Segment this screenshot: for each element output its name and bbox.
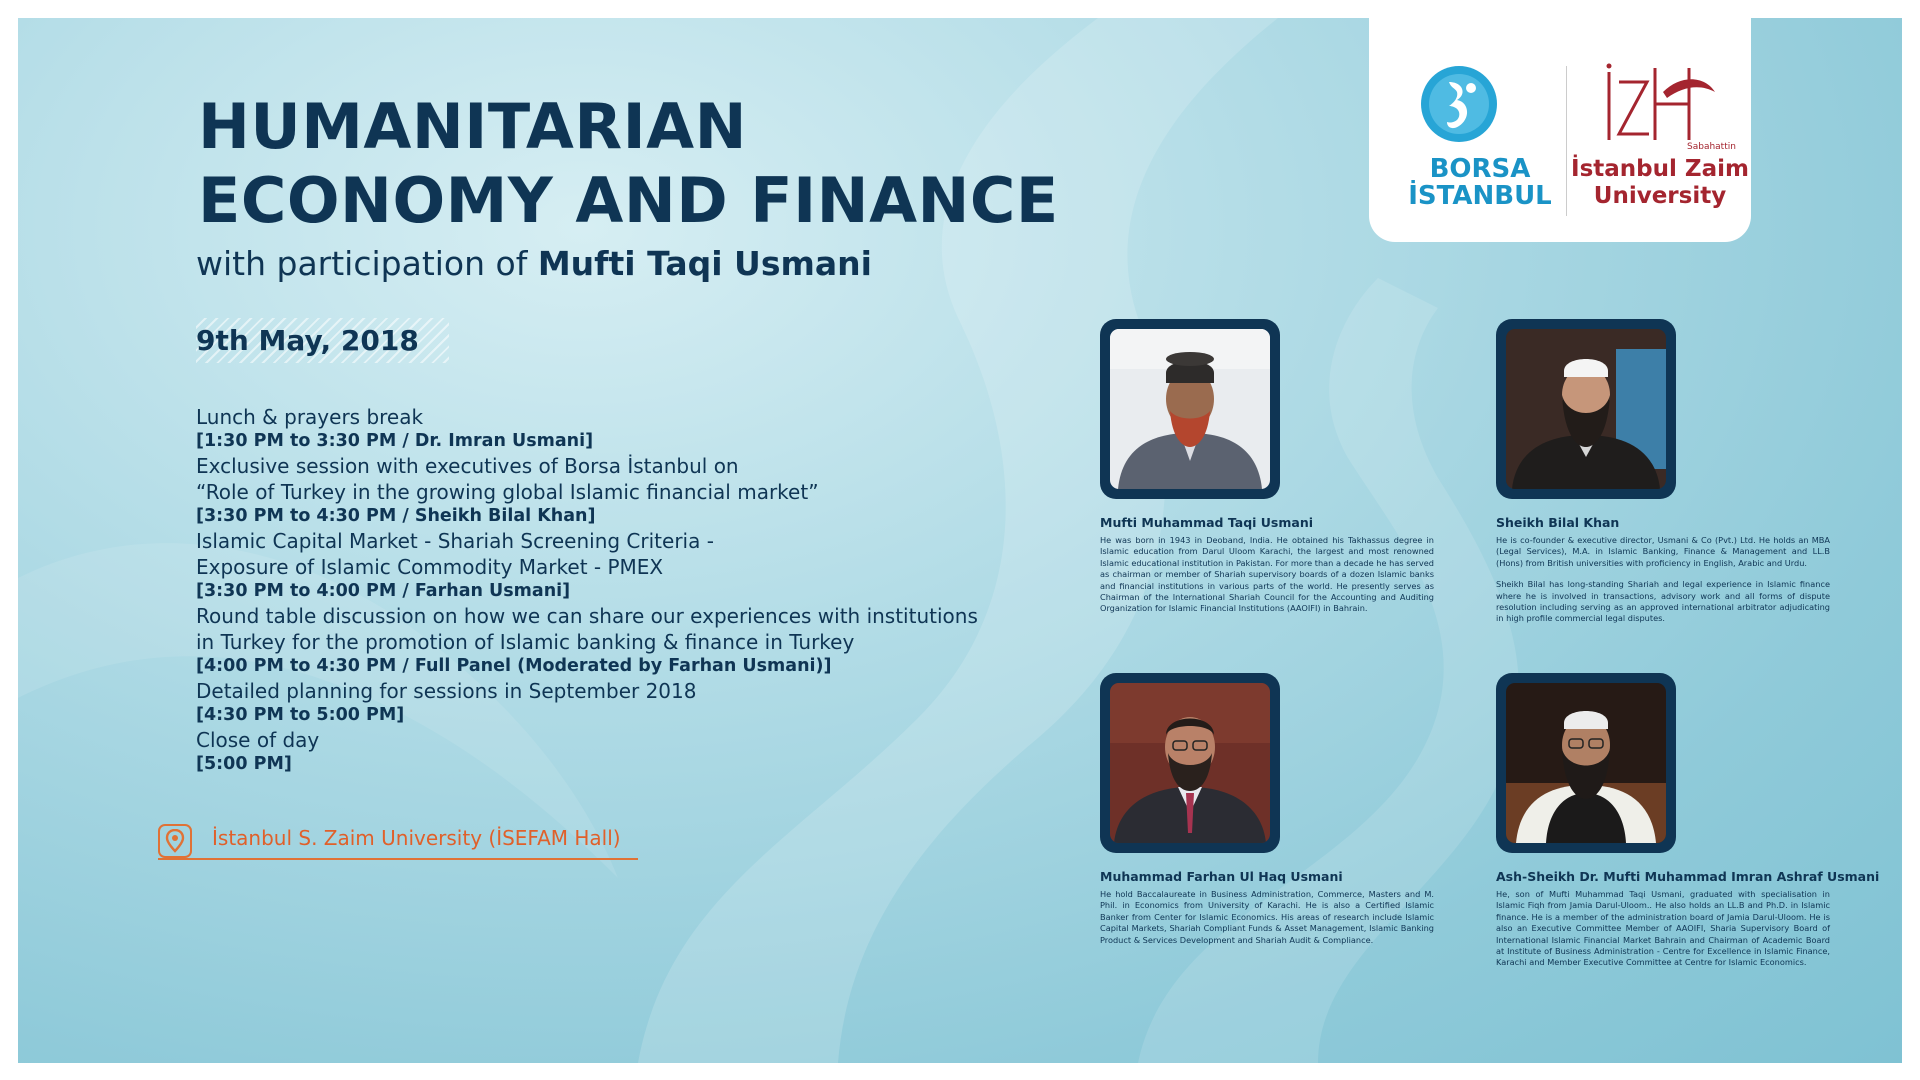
subtitle-prefix: with participation of <box>196 244 528 283</box>
speaker-name: Sheikh Bilal Khan <box>1496 515 1620 530</box>
speaker-bio <box>1496 535 1830 635</box>
izu-tagline: Sabahattin <box>1687 142 1736 152</box>
speaker-photo-frame <box>1100 319 1280 499</box>
borsa-line-1: BORSA <box>1429 154 1531 184</box>
agenda-item: Round table discussion on how we can share our experiences with institutions <box>196 604 978 628</box>
speaker-bio <box>1100 535 1434 625</box>
poster <box>18 18 1902 1063</box>
agenda-item: Exclusive session with executives of Borsa İstanbul on <box>196 454 739 478</box>
agenda-item: Islamic Capital Market - Shariah Screening Criteria - <box>196 529 714 553</box>
event-subtitle <box>196 244 872 283</box>
agenda-item: “Role of Turkey in the growing global Islamic financial market” <box>196 480 819 504</box>
izu-line-1: İstanbul Zaim <box>1571 156 1749 182</box>
speaker-bio-paragraph: He, son of Mufti Muhammad Taqi Usmani, graduated with specialisation in Islamic Fiqh from Jamia Darul-Uloom.. He also holds an LL.B and Ph.D. in Islamic finance. He is a member of the administration board of Jamia Darul-Uloom. He is also an Executive Committee Member of AAOIFI, Sharia Supervisory Board of International Islamic Financial Market Bahrain and Chairman of Academic Board at Institute of Business Administration - Centre for Excellence in Islamic Finance, Karachi and Member Executive Committee at Centre for Islamic Economics. <box>1496 889 1830 968</box>
speaker-photo-frame <box>1496 319 1676 499</box>
speaker-bio-paragraph: He was born in 1943 in Deoband, India. He obtained his Takhassus degree in Islamic education from Darul Uloom Karachi, the largest and most renowned Islamic educational institution in Pakistan. For more than a decade he has served as chairman or member of Shariah supervisory boards of a dozen Islamic banks and financial institutions in various parts of the world. He presently serves as Chairman of the International Shariah Council for the Accounting and Auditing Organization for Islamic Financial Institutions (AAOIFI) in Bahrain. <box>1100 535 1434 614</box>
location-text: İstanbul S. Zaim University (İSEFAM Hall) <box>212 826 621 850</box>
location <box>158 824 638 860</box>
agenda-time-slot: [1:30 PM to 3:30 PM / Dr. Imran Usmani] <box>196 431 594 451</box>
title-line-1: HUMANITARIAN <box>198 90 748 163</box>
agenda-item: Exposure of Islamic Commodity Market - PMEX <box>196 555 664 579</box>
borsa-line-2: İSTANBUL <box>1408 181 1552 211</box>
speaker-bio-paragraph: Sheikh Bilal has long-standing Shariah and legal experience in Islamic finance where he is involved in transactions, advisory work and all forms of dispute resolution including serving as an approved international arbitrator adjudicating in high profile commercial legal disputes. <box>1496 579 1830 624</box>
title-line-2: ECONOMY AND FINANCE <box>198 164 1059 237</box>
speaker-photo <box>1506 683 1666 843</box>
speaker-name: Muhammad Farhan Ul Haq Usmani <box>1100 869 1343 884</box>
agenda-item: in Turkey for the promotion of Islamic banking & finance in Turkey <box>196 630 855 654</box>
speaker-name: Mufti Muhammad Taqi Usmani <box>1100 515 1314 530</box>
agenda <box>196 404 1016 776</box>
agenda-item: Close of day <box>196 728 320 752</box>
agenda-item: Lunch & prayers break <box>196 405 424 429</box>
borsa-istanbul-logo-icon <box>1419 64 1499 148</box>
speaker-bio-paragraph: He hold Baccalaureate in Business Administration, Commerce, Masters and M. Phil. in Economics from University of Karachi. He is also a Certified Islamic Banker from Center for Islamic Economics. His areas of research include Islamic Capital Markets, Shariah Compliant Funds & Asset Management, Islamic Banking Product & Services Development and Shariah Audit & Compliance. <box>1100 889 1434 945</box>
agenda-time-slot: [4:30 PM to 5:00 PM] <box>196 705 405 725</box>
agenda-time-slot: [3:30 PM to 4:00 PM / Farhan Usmani] <box>196 581 571 601</box>
izu-name <box>1565 156 1755 210</box>
speaker-photo-frame <box>1496 673 1676 853</box>
agenda-time-slot: [4:00 PM to 4:30 PM / Full Panel (Moderated by Farhan Usmani)] <box>196 656 832 676</box>
borsa-istanbul-name <box>1405 156 1555 210</box>
speaker-bio <box>1496 889 1830 979</box>
speaker-bio-paragraph: He is co-founder & executive director, Usmani & Co (Pvt.) Ltd. He holds an MBA (Legal Services), M.A. in Islamic Banking, Finance & Management and LL.B (Hons) from British universities with proficiency in English, Arabic and Urdu. <box>1496 535 1830 568</box>
location-pin-icon <box>158 824 192 858</box>
subtitle-name: Mufti Taqi Usmani <box>537 244 872 283</box>
speaker-bio <box>1100 889 1434 956</box>
partner-logos <box>1369 18 1751 242</box>
speaker-photo <box>1506 329 1666 489</box>
event-date: 9th May, 2018 <box>196 318 449 363</box>
speaker-photo <box>1110 683 1270 843</box>
speaker-photo-frame <box>1100 673 1280 853</box>
speaker-card-2 <box>1496 319 1836 649</box>
agenda-item: Detailed planning for sessions in September 2018 <box>196 679 697 703</box>
event-title <box>198 90 1059 238</box>
agenda-time-slot: [5:00 PM] <box>196 754 292 774</box>
speaker-card-3 <box>1100 673 1440 993</box>
speaker-card-1 <box>1100 319 1440 649</box>
speaker-name: Ash-Sheikh Dr. Mufti Muhammad Imran Ashraf Usmani <box>1496 869 1880 884</box>
speaker-card-4 <box>1496 673 1880 1003</box>
agenda-time-slot: [3:30 PM to 4:30 PM / Sheikh Bilal Khan] <box>196 506 596 526</box>
izu-line-2: University <box>1593 183 1727 209</box>
izu-logo-icon <box>1601 62 1721 148</box>
speaker-photo <box>1110 329 1270 489</box>
